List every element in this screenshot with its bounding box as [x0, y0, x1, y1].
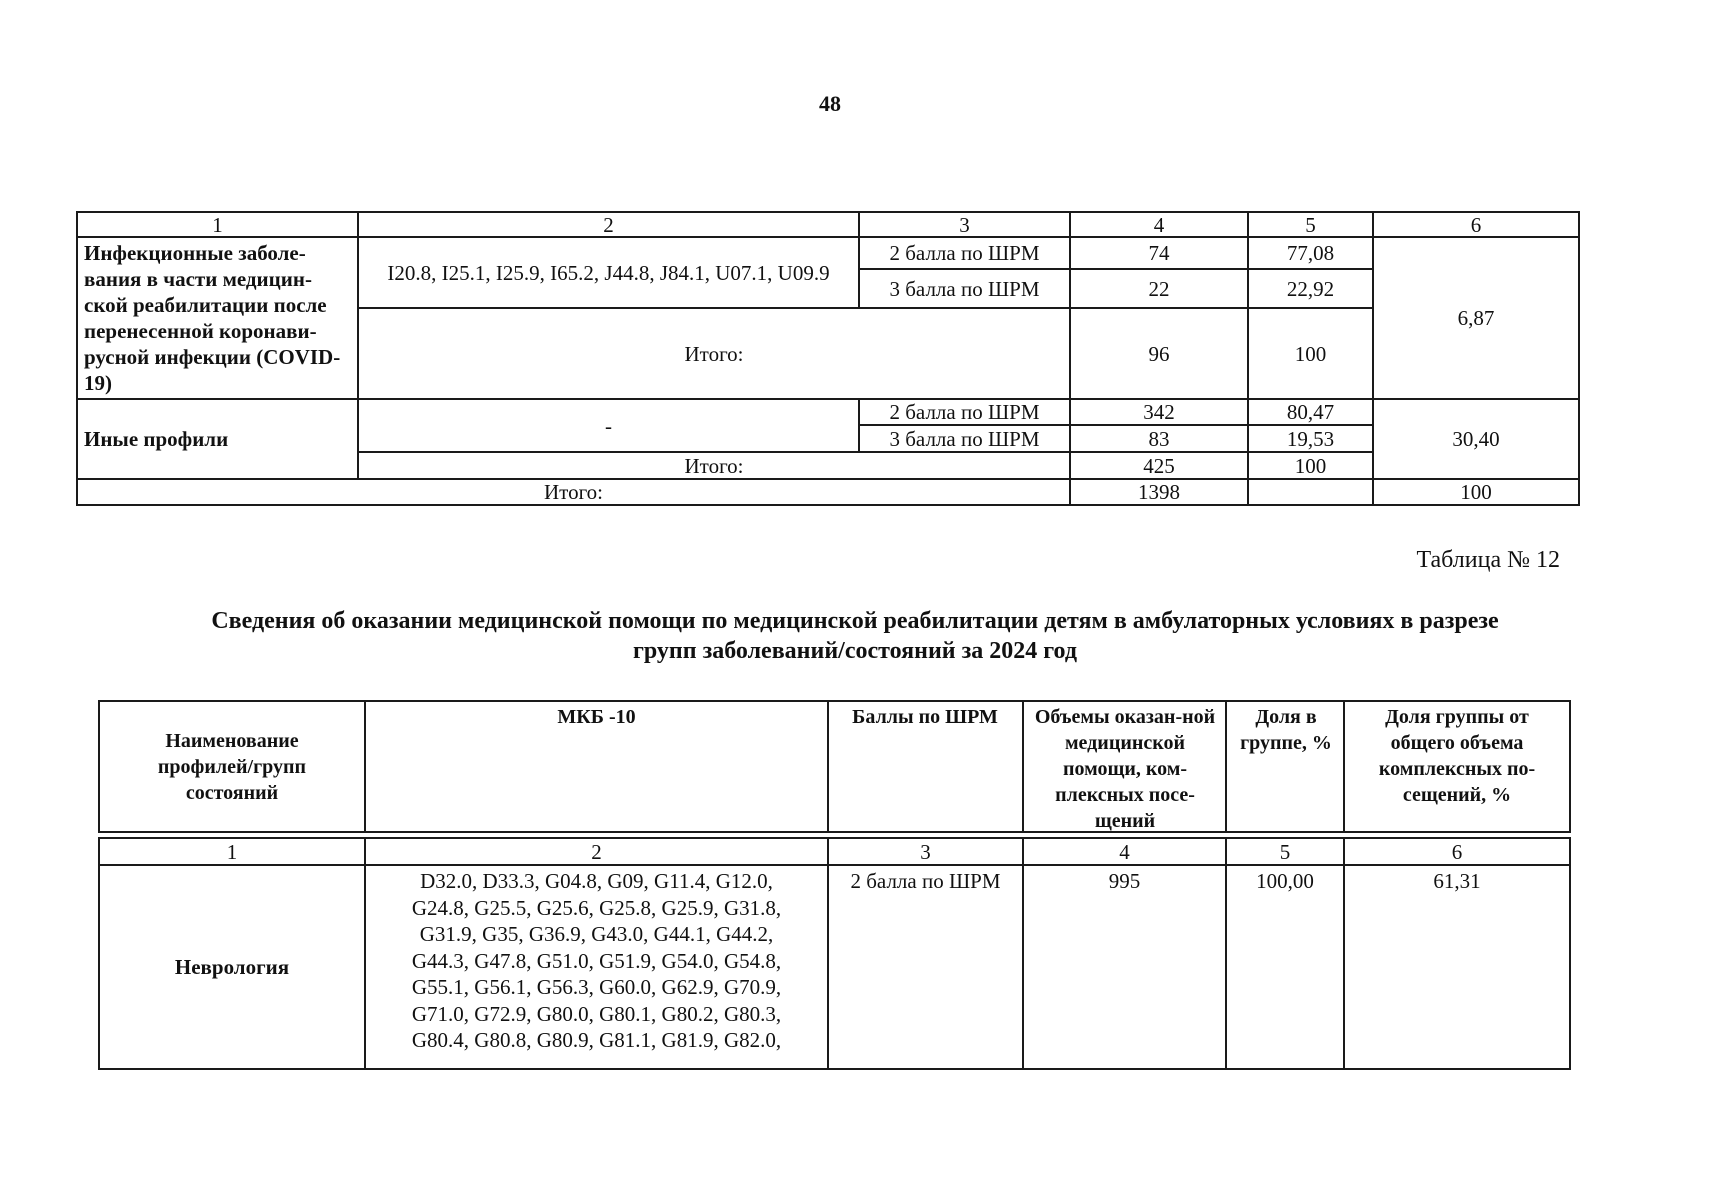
- mkb-line: G44.3, G47.8, G51.0, G51.9, G54.0, G54.8,: [411, 948, 782, 973]
- col-number: 3: [959, 212, 970, 237]
- header-score: Баллы по ШРМ: [852, 706, 998, 728]
- score-cell: 3 балла по ШРМ: [889, 426, 1040, 451]
- mkb-line: G80.4, G80.8, G80.9, G81.1, G81.9, G82.0,: [411, 1028, 782, 1052]
- group-share: 61,31: [1433, 869, 1481, 893]
- subtotal-share: 100: [1294, 341, 1327, 366]
- table-heading-line-1: Сведения об оказании медицинской помощи по медицинской реабилитации детям в амбулаторных условиях в разрезе: [211, 608, 1499, 634]
- volume-cell: 342: [1143, 400, 1175, 424]
- header-volume: Объемы оказан-ной медицинской помощи, ком-плексных посе-щений: [1034, 706, 1216, 832]
- volume-cell: 83: [1148, 426, 1170, 451]
- header-name: Наименование профилей/групп состояний: [157, 729, 307, 804]
- volume-cell: 74: [1148, 241, 1170, 265]
- table-heading-line-2: групп заболеваний/состояний за 2024 год: [632, 638, 1077, 664]
- subtotal-label: Итого:: [684, 453, 744, 478]
- share-cell: 80,47: [1286, 400, 1335, 424]
- mkb-line: D32.0, D33.3, G04.8, G09, G11.4, G12.0,: [420, 869, 773, 893]
- mkb-line: G55.1, G56.1, G56.3, G60.0, G62.9, G70.9,: [411, 975, 782, 999]
- grand-total-share: [1247, 478, 1374, 506]
- col-number: 2: [591, 839, 602, 864]
- mkb-line: G71.0, G72.9, G80.0, G80.1, G80.2, G80.3,: [411, 1001, 782, 1026]
- score-cell: 2 балла по ШРМ: [889, 400, 1040, 424]
- group-share: 6,87: [1457, 306, 1495, 330]
- subtotal-volume: 425: [1143, 453, 1175, 478]
- subtotal-volume: 96: [1148, 341, 1170, 366]
- col-number: 4: [1153, 212, 1165, 237]
- col-number: 4: [1119, 839, 1130, 864]
- group-share: 30,40: [1452, 427, 1500, 451]
- grand-total-volume: 1398: [1138, 480, 1180, 504]
- mkb-line: G31.9, G35, G36.9, G43.0, G44.1, G44.2,: [419, 922, 774, 946]
- table-label: Таблица № 12: [1416, 547, 1560, 573]
- share-cell: 22,92: [1286, 276, 1335, 301]
- row-name: Иные профили: [84, 427, 229, 451]
- col-number: 3: [920, 839, 931, 864]
- page-number: 48: [819, 91, 841, 116]
- mkb-codes: [364, 868, 829, 1054]
- col-number: 5: [1279, 839, 1291, 864]
- mkb-codes: -: [605, 413, 612, 438]
- header-share: Доля в группе, %: [1240, 706, 1332, 754]
- mkb-codes: I20.8, I25.1, I25.9, I65.2, J44.8, J84.1, U07.1, U09.9: [387, 260, 830, 285]
- score-cell: 3 балла по ШРМ: [889, 276, 1040, 301]
- col-number: 6: [1451, 839, 1463, 864]
- share-cell: 77,08: [1286, 241, 1335, 265]
- row-name: Инфекционные заболе-вания в части медицин-ской реабилитации после перенесенной коронави-русной инфекции (COVID-19): [84, 241, 341, 395]
- col-number: 5: [1305, 212, 1316, 237]
- volume-cell: 22: [1148, 276, 1170, 301]
- col-number: 1: [212, 212, 223, 237]
- mkb-line: G24.8, G25.5, G25.6, G25.8, G25.9, G31.8,: [411, 895, 782, 920]
- grand-total-group-share: 100: [1460, 480, 1492, 504]
- subtotal-label: Итого:: [684, 341, 744, 366]
- header-group-share: Доля группы от общего объема комплексных по-сещений, %: [1378, 706, 1536, 806]
- grand-total-label: Итого:: [544, 480, 603, 504]
- volume-cell: 995: [1108, 869, 1141, 893]
- score-cell: 2 балла по ШРМ: [850, 869, 1001, 893]
- score-cell: 2 балла по ШРМ: [889, 241, 1040, 265]
- share-cell: 100,00: [1256, 869, 1314, 893]
- share-cell: 19,53: [1286, 426, 1335, 451]
- header-mkb: МКБ -10: [557, 706, 636, 728]
- col-number: 1: [226, 839, 238, 864]
- col-number: 2: [603, 212, 614, 237]
- row-name: Неврология: [174, 955, 290, 979]
- subtotal-share: 100: [1294, 453, 1327, 478]
- col-number: 6: [1470, 212, 1482, 237]
